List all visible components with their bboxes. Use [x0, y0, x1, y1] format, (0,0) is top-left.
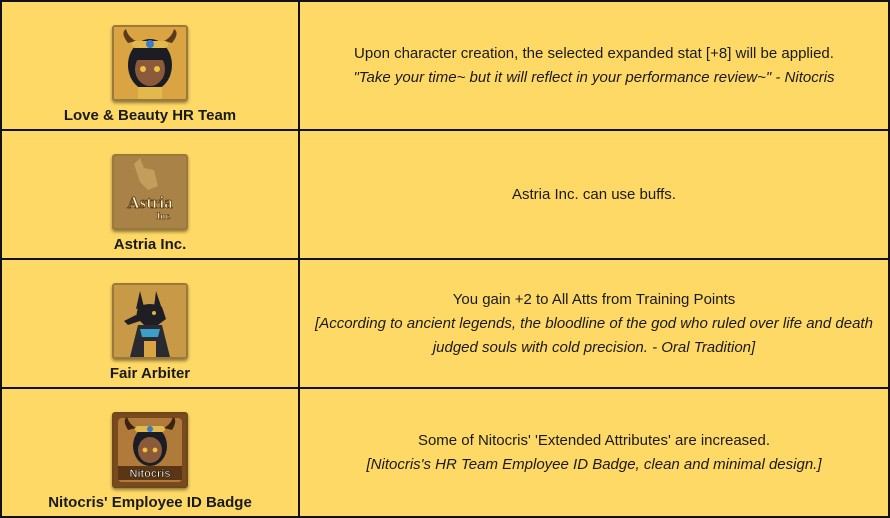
trait-name: Astria Inc. [113, 235, 187, 253]
trait-name: Nitocris' Employee ID Badge [48, 493, 252, 511]
svg-text:Inc.: Inc. [156, 210, 172, 221]
trait-description: You gain +2 to All Atts from Training Points [452, 290, 736, 308]
trait-description-cell [299, 388, 889, 517]
anubis-icon [112, 283, 188, 359]
trait-description: Upon character creation, the selected expanded stat [+8] will be applied. [354, 44, 834, 62]
svg-text:Nitocris: Nitocris [129, 467, 171, 480]
trait-name: Fair Arbiter [109, 364, 191, 382]
svg-text:Astria: Astria [127, 192, 173, 212]
trait-description: Astria Inc. can use buffs. [512, 185, 676, 203]
trait-quote: "Take your time~ but it will reflect in your performance review~" - Nitocris [353, 68, 835, 86]
trait-cell [1, 388, 299, 517]
trait-quote: [Nitocris's HR Team Employee ID Badge, clean and minimal design.] [366, 455, 822, 473]
trait-cell [1, 259, 299, 388]
table-row [1, 259, 889, 388]
trait-name: Love & Beauty HR Team [63, 106, 237, 124]
trait-description-cell [299, 259, 889, 388]
table-row [1, 1, 889, 130]
trait-description-cell [299, 130, 889, 259]
nitocris-badge-icon [112, 412, 188, 488]
table-row [1, 388, 889, 517]
trait-description-cell [299, 1, 889, 130]
astria-logo-icon [112, 154, 188, 230]
nitocris-portrait-icon [112, 25, 188, 101]
table-row [1, 130, 889, 259]
trait-cell [1, 130, 299, 259]
trait-cell [1, 1, 299, 130]
trait-quote: [According to ancient legends, the bloodline of the god who ruled over life and death judged souls with cold precision. - Oral Tradition] [315, 314, 873, 356]
trait-description: Some of Nitocris' 'Extended Attributes' are increased. [417, 431, 771, 449]
